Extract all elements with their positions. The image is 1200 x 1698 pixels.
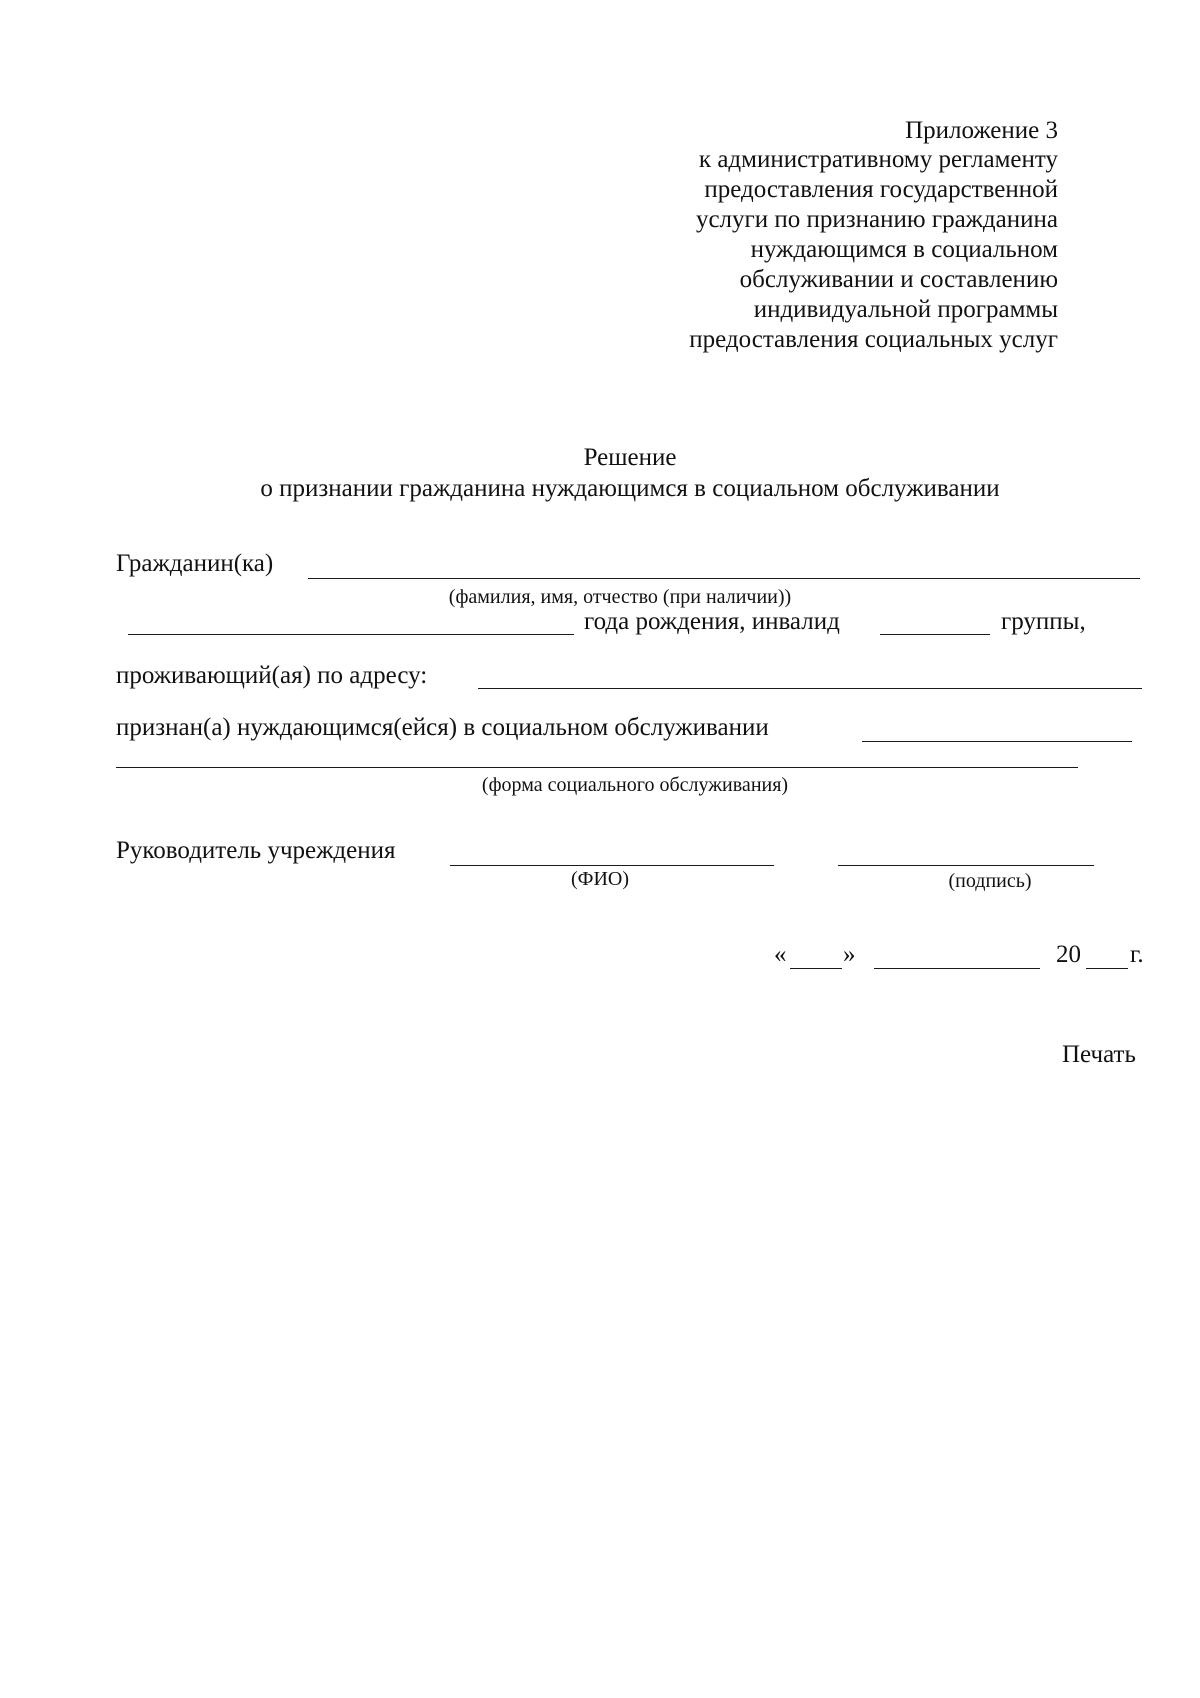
appendix-line-3: предоставления государственной	[704, 176, 1058, 203]
appendix-line-1: Приложение 3	[905, 117, 1058, 144]
birth-year-label: года рождения, инвалид	[584, 608, 840, 635]
address-field[interactable]	[478, 688, 1142, 689]
appendix-line-4: услуги по признанию гражданина	[695, 206, 1058, 233]
service-form-field-part2[interactable]	[116, 767, 1078, 768]
citizen-name-field[interactable]	[308, 578, 1140, 579]
disability-group-label: группы,	[1001, 608, 1086, 635]
appendix-line-7: индивидуальной программы	[753, 296, 1058, 323]
head-signature-field[interactable]	[838, 865, 1094, 866]
stamp-label: Печать	[1062, 1041, 1136, 1068]
date-close-quote: »	[843, 941, 856, 968]
document-title: Решение	[583, 444, 677, 471]
birth-year-field[interactable]	[128, 634, 574, 635]
date-open-quote: «	[774, 941, 787, 968]
head-label: Руководитель учреждения	[116, 837, 396, 864]
date-year-suffix: г.	[1130, 941, 1144, 968]
disability-group-field[interactable]	[880, 634, 990, 635]
service-form-hint: (форма социального обслуживания)	[481, 774, 789, 796]
citizen-name-hint: (фамилия, имя, отчество (при наличии))	[448, 586, 792, 608]
citizen-label: Гражданин(ка)	[116, 550, 274, 577]
appendix-line-6: обслуживании и составлению	[739, 266, 1058, 293]
head-fio-field[interactable]	[450, 865, 774, 866]
address-label: проживающий(ая) по адресу:	[116, 662, 428, 689]
appendix-line-8: предоставления социальных услуг	[689, 326, 1058, 353]
recognized-label: признан(а) нуждающимся(ейся) в социальном обслуживании	[116, 714, 769, 741]
appendix-line-5: нуждающимся в социальном	[750, 236, 1058, 263]
date-month-field[interactable]	[874, 968, 1040, 969]
service-form-field-part1[interactable]	[862, 741, 1132, 742]
document-subtitle: о признании гражданина нуждающимся в социальном обслуживании	[260, 475, 1000, 502]
date-day-field[interactable]	[790, 968, 842, 969]
head-fio-hint: (ФИО)	[570, 868, 629, 890]
date-century: 20	[1056, 941, 1081, 968]
head-signature-hint: (подпись)	[948, 870, 1032, 892]
appendix-line-2: к административному регламенту	[698, 146, 1058, 173]
date-year-field[interactable]	[1086, 968, 1128, 969]
